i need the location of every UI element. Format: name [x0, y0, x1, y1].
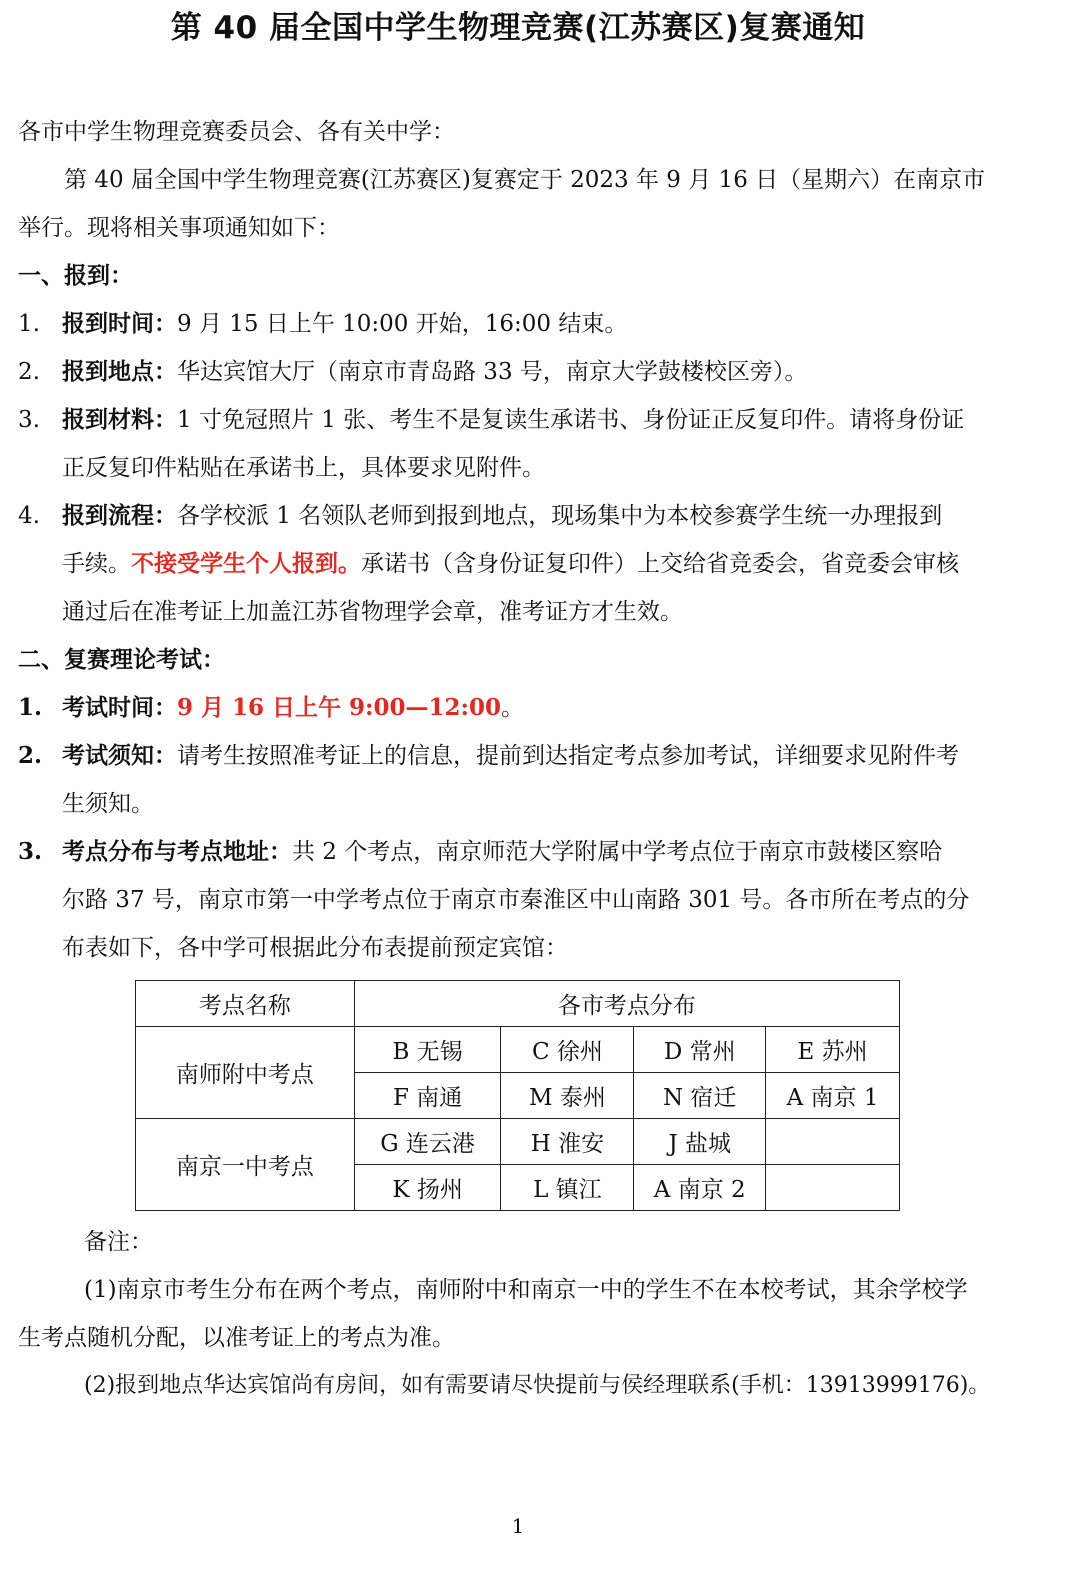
s2-item-3 [18, 836, 942, 868]
item-number: 1. [18, 694, 43, 721]
table-header-row [136, 981, 900, 1027]
header-cities: 各市考点分布 [354, 981, 899, 1027]
s2-item-3-cont-2: 布表如下，各中学可根据此分布表提前预定宾馆： [62, 935, 568, 961]
section-2-heading: 二、复赛理论考试： [18, 646, 225, 673]
site-name: 南京一中考点 [136, 1119, 355, 1211]
exam-time: 9 月 16 日上午 9:00—12:00 [177, 694, 502, 721]
s1-item-3-cont: 正反复印件粘贴在承诺书上，具体要求见附件。 [62, 455, 545, 481]
notes-heading: 备注： [84, 1229, 153, 1255]
exam-site-table [135, 980, 900, 1211]
table-cell: E 苏州 [766, 1027, 900, 1073]
item-text: 共 2 个考点，南京师范大学附属中学考点位于南京市鼓楼区察哈 [292, 839, 943, 865]
note-1-line-2: 生考点随机分配，以准考证上的考点为准。 [18, 1325, 455, 1351]
table-cell: A 南京 2 [634, 1165, 766, 1211]
item-number: 3. [18, 838, 43, 865]
intro-line-2: 举行。现将相关事项通知如下： [18, 215, 340, 241]
table-cell: D 常州 [634, 1027, 766, 1073]
table-cell: B 无锡 [354, 1027, 501, 1073]
s2-item-1 [18, 692, 524, 724]
note-2: (2)报到地点华达宾馆尚有房间，如有需要请尽快提前与侯经理联系(手机：13913999176)。 [84, 1373, 991, 1398]
table-cell-empty [766, 1119, 900, 1165]
section-1-heading: 一、报到： [18, 262, 133, 289]
page-number: 1 [511, 1514, 525, 1538]
table-cell: K 扬州 [354, 1165, 501, 1211]
s1-item-2 [18, 356, 807, 388]
table-cell: M 泰州 [501, 1073, 634, 1119]
item-label: 报到时间： [62, 310, 177, 337]
s2-item-3-cont: 尔路 37 号，南京市第一中学考点位于南京市秦淮区中山南路 301 号。各市所在考点的分 [62, 887, 970, 913]
item-text: 华达宾馆大厅（南京市青岛路 33 号，南京大学鼓楼校区旁）。 [177, 359, 808, 385]
table-row [136, 1027, 900, 1073]
item-label: 报到地点： [62, 358, 177, 385]
item-text: 1 寸免冠照片 1 张、考生不是复读生承诺书、身份证正反复印件。请将身份证 [177, 407, 965, 433]
item-number: 3. [18, 407, 40, 433]
item-label: 考试时间： [62, 694, 177, 721]
header-site: 考点名称 [136, 981, 355, 1027]
item-label: 考试须知： [62, 742, 177, 769]
s1-item-4 [18, 500, 942, 532]
table-cell: F 南通 [354, 1073, 501, 1119]
note-1-line-1: (1)南京市考生分布在两个考点，南师附中和南京一中的学生不在本校考试，其余学校学 [84, 1277, 968, 1303]
item-text: 承诺书（含身份证复印件）上交给省竞委会，省竞委会审核 [361, 551, 959, 577]
item-number: 4. [18, 503, 40, 529]
salutation: 各市中学生物理竞赛委员会、各有关中学： [18, 119, 455, 145]
table-cell: H 淮安 [501, 1119, 634, 1165]
s2-item-2-cont: 生须知。 [62, 791, 154, 817]
s1-item-1 [18, 308, 627, 340]
item-text: 请考生按照准考证上的信息，提前到达指定考点参加考试，详细要求见附件考 [177, 743, 959, 769]
intro-line-1: 第 40 届全国中学生物理竞赛(江苏赛区)复赛定于 2023 年 9 月 16 日（星期六）在南京市 [64, 167, 986, 193]
item-text: 各学校派 1 名领队老师到报到地点，现场集中为本校参赛学生统一办理报到 [177, 503, 943, 529]
table-cell: A 南京 1 [766, 1073, 900, 1119]
table-cell: G 连云港 [354, 1119, 501, 1165]
item-label: 报到材料： [62, 406, 177, 433]
site-name: 南师附中考点 [136, 1027, 355, 1119]
table-cell-empty [766, 1165, 900, 1211]
item-label: 考点分布与考点地址： [62, 838, 292, 865]
item-label: 报到流程： [62, 502, 177, 529]
table-cell: J 盐城 [634, 1119, 766, 1165]
item-text: 9 月 15 日上午 10:00 开始，16:00 结束。 [177, 311, 628, 337]
s1-item-3 [18, 404, 964, 436]
s1-item-4-cont [62, 548, 959, 580]
table-cell: L 镇江 [501, 1165, 634, 1211]
item-text: 。 [501, 695, 525, 721]
item-number: 2. [18, 742, 43, 769]
table-row [136, 1119, 900, 1165]
document-title: 第 40 届全国中学生物理竞赛(江苏赛区)复赛通知 [170, 10, 866, 46]
s2-item-2 [18, 740, 959, 772]
s1-item-4-cont-2: 通过后在准考证上加盖江苏省物理学会章，准考证方才生效。 [62, 599, 683, 625]
table-cell: N 宿迁 [634, 1073, 766, 1119]
item-number: 1. [18, 311, 40, 337]
warning-text: 不接受学生个人报到。 [131, 550, 361, 577]
item-number: 2. [18, 359, 40, 385]
table-cell: C 徐州 [501, 1027, 634, 1073]
item-text: 手续。 [62, 551, 131, 577]
